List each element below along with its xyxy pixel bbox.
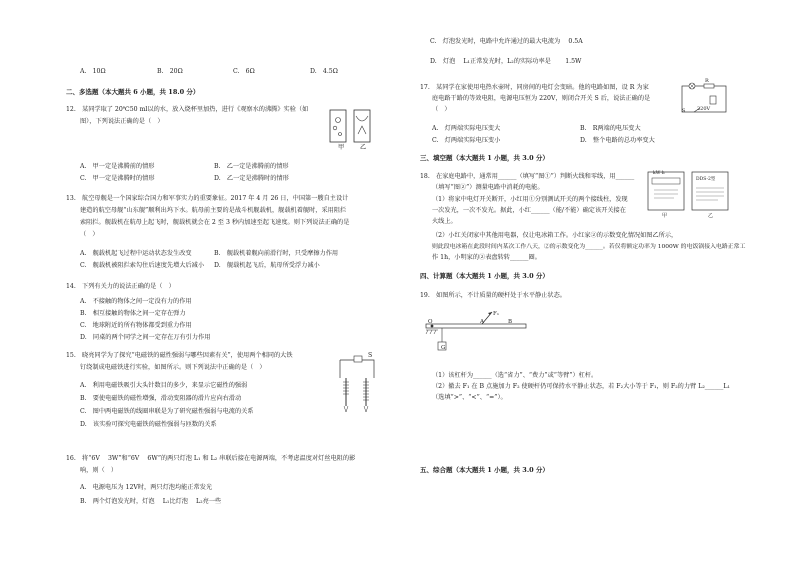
- q18-line-2: （填写“图②”）测量电路中消耗的电能。: [432, 184, 544, 191]
- q17-line-2: 庭电路干路的等效电阻，电源电压恒为 220V，则闭合开关 S 后，说法正确的是: [432, 95, 651, 102]
- q19-sub-2: （2）撤去 F₁ 在 B 点施加力 F₂ 使硬杆仍可保持水平静止状态，若 F₂大小等于 F₁，则 F₂的力臂 L₂______L₁: [432, 383, 730, 390]
- q12-option-c: C. 甲一定是沸腾时的情形: [80, 175, 155, 182]
- q17-option-c: C. 灯两端实际电压变小: [432, 137, 501, 144]
- q13-line-1: 13. 航空母舰是一个国家综合国力和军事实力的重要象征。2017 年 4 月 26 日，中国第一艘自主设计: [66, 195, 349, 202]
- q17-option-b: B. R两端的电压变大: [580, 125, 641, 132]
- q12-option-d: D. 乙一定是沸腾时的情形: [214, 175, 289, 182]
- section-multiple-choice: 二、多选题（本大题共 6 小题，共 18.0 分）: [66, 88, 200, 96]
- q14-text: 14. 下列有关力的说法正确的是（ ）: [66, 283, 175, 290]
- q19-sub-3: （选填“>”、“<”、“=”）。: [432, 394, 507, 401]
- q19-lever-figure: [420, 308, 536, 364]
- q14-option-d: D. 同桌的两个同学之间一定存在万有引力作用: [80, 334, 211, 341]
- q18-line-1: 18. 在家庭电路中，通常用______（填写“图①”）判断火线和零线，用______: [420, 173, 635, 180]
- q12-option-b: B. 乙一定是沸腾前的情形: [214, 163, 289, 170]
- q15-option-d: D. 该实验可探究电磁铁的磁性强弱与匝数的关系: [80, 421, 217, 428]
- q15-option-b: B. 要使电磁铁的磁性增强，滑动变阻器的滑片应向右滑动: [80, 395, 242, 402]
- q19-fig-label-g: G: [441, 345, 446, 351]
- q16-option-b: B. 两个灯泡发光时，灯泡 L₁比灯泡 L₂亮一些: [80, 498, 222, 505]
- q12-option-a: A. 甲一定是沸腾前的情形: [80, 163, 155, 170]
- section-fill-in: 三、填空题（本大题共 1 小题，共 3.0 分）: [420, 154, 549, 162]
- q12-fig-label-jia: 甲: [338, 144, 345, 151]
- q16-option-d: D. 灯泡 L₁正常发光时，L₂的实际功率是 1.5W: [430, 58, 582, 65]
- q17-fig-label-voltage: 220V: [697, 106, 711, 112]
- q11-option-a: A. 10Ω: [80, 68, 106, 75]
- q12-fig-label-yi: 乙: [360, 144, 367, 151]
- q18-meter-model: DDS-2型: [696, 177, 716, 182]
- q17-option-d: D. 整个电路的总功率变大: [580, 137, 655, 144]
- q13-line-4: （ ）: [80, 231, 99, 238]
- q15-option-c: C. 图中两电磁铁的线圈串联是为了研究磁性强弱与电流的关系: [80, 408, 254, 415]
- q13-option-a: A. 舰载机起飞过程中运动状态发生改变: [80, 250, 192, 257]
- q18-fig-label-yi: 乙: [708, 213, 714, 219]
- q13-line-3: 索阻拦。舰载机在航母上起飞时，舰载机就会在 2 至 3 秒内加速至起飞速度。则下列说法正确的是: [80, 219, 350, 226]
- q15-line-1: 15. 晓亮同学为了探究“电磁铁的磁性强弱与哪些因素有关”，使用两个相同的大铁: [66, 352, 293, 359]
- q14-option-b: B. 相互接触的物体之间一定存在弹力: [80, 310, 186, 317]
- q16-option-a: A. 电源电压为 12V时，两只灯泡均能正常发光: [80, 484, 213, 491]
- q19-fig-label-f1: F₁: [493, 311, 500, 317]
- q17-fig-label-s: S: [682, 108, 686, 114]
- q18-line-3: （1）将家中电灯开关断开，小红用①分别测试开关的两个接线柱，发现: [432, 196, 628, 203]
- q11-option-d: D. 4.5Ω: [310, 68, 338, 75]
- q17-line-3: （ ）: [432, 106, 451, 113]
- q18-line-6: （2）小红关闭家中其他用电器，仅让电冰箱工作。小红家②的示数变化情况如图乙所示，: [432, 232, 678, 239]
- section-calculation: 四、计算题（本大题共 1 小题，共 3.0 分）: [420, 272, 549, 280]
- q19-fig-label-b: B: [508, 319, 513, 325]
- q18-line-5: 火线上。: [432, 218, 457, 225]
- q15-line-2: 钉绕制成电磁铁进行实验，如图所示。则下列说法中正确的是（ ）: [80, 364, 266, 371]
- q13-option-c: C. 舰载机被阻拦索勾住后速度先增大后减小: [80, 262, 205, 269]
- q18-line-8: 作 1h，小明家的②表盘转转______圈。: [432, 254, 541, 261]
- q16-text-2: 响，则（ ）: [80, 467, 118, 474]
- q18-line-7: 则此段电冰箱在此段时间内某次工作八天，②的示数变化为______。若仅将额定功率为 1000W 的电饭锅接入电路正常工: [432, 244, 746, 250]
- q18-meter-unit: kW·h: [653, 171, 665, 176]
- section-comprehensive: 五、综合题（本大题共 1 小题，共 3.0 分）: [420, 466, 549, 474]
- q12-beaker-figure: [328, 104, 374, 156]
- q13-line-2: 建造的航空母舰“山东舰”顺利出坞下水。航母前主要的是战斗机舰载机，舰载机着舰时，采用阻拦: [80, 207, 347, 214]
- q14-option-c: C. 地球附近的所有物体都受到重力作用: [80, 322, 192, 329]
- q18-fig-label-jia: 甲: [662, 213, 668, 219]
- q13-option-b: B. 舰载机着舰向前滑行时，只受摩擦力作用: [214, 250, 339, 257]
- q16-option-c: C. 灯泡发光时，电路中允许通过的最大电流为 0.5A: [430, 38, 583, 45]
- q12-text-2: 图），下列说法正确的是（ ）: [80, 118, 164, 125]
- q19-fig-label-a: A: [480, 319, 484, 325]
- q19-fig-label-o: O: [428, 319, 433, 325]
- q15-option-a: A. 利用电磁铁吸引大头针数目的多少，来显示它磁性的强弱: [80, 382, 248, 389]
- q16-text-1: 16. 将“6V 3W”和“6V 6W”的两只灯泡 L₁ 和 L₂ 串联后接在电源两端，不考虑温度对灯丝电阻的影: [66, 455, 356, 462]
- q17-option-a: A. 灯两端实际电压变大: [432, 125, 501, 132]
- q11-option-b: B. 20Ω: [157, 68, 183, 75]
- q19-sub-1: （1）该杠杆为______（选“省力”、“费力”或“等臂”）杠杆。: [432, 372, 598, 379]
- q12-text: 12. 某同学取了 20℃50 ml以的水，放入烧杯里加热，进行《观察水的沸腾》实验（如: [66, 106, 309, 113]
- q17-line-1: 17. 某同学在家使用电热水壶时，同房间的电灯会变暗。他的电路如图，设 R 为家: [420, 84, 649, 91]
- q14-option-a: A. 不接触的物体之间一定没有力的作用: [80, 298, 192, 305]
- q15-fig-label-s: S: [368, 352, 373, 359]
- q18-line-4: 一次发光，一次不发光。据此，小红______（能/不能）确定该开关接在: [432, 207, 626, 214]
- q17-fig-label-r: R: [705, 78, 709, 84]
- q11-option-c: C. 6Ω: [233, 68, 255, 75]
- q13-option-d: D. 舰载机起飞后，航母所受浮力减小: [214, 262, 320, 269]
- q19-text: 19. 如图所示，不计质量的硬杆处于水平静止状态。: [420, 292, 566, 299]
